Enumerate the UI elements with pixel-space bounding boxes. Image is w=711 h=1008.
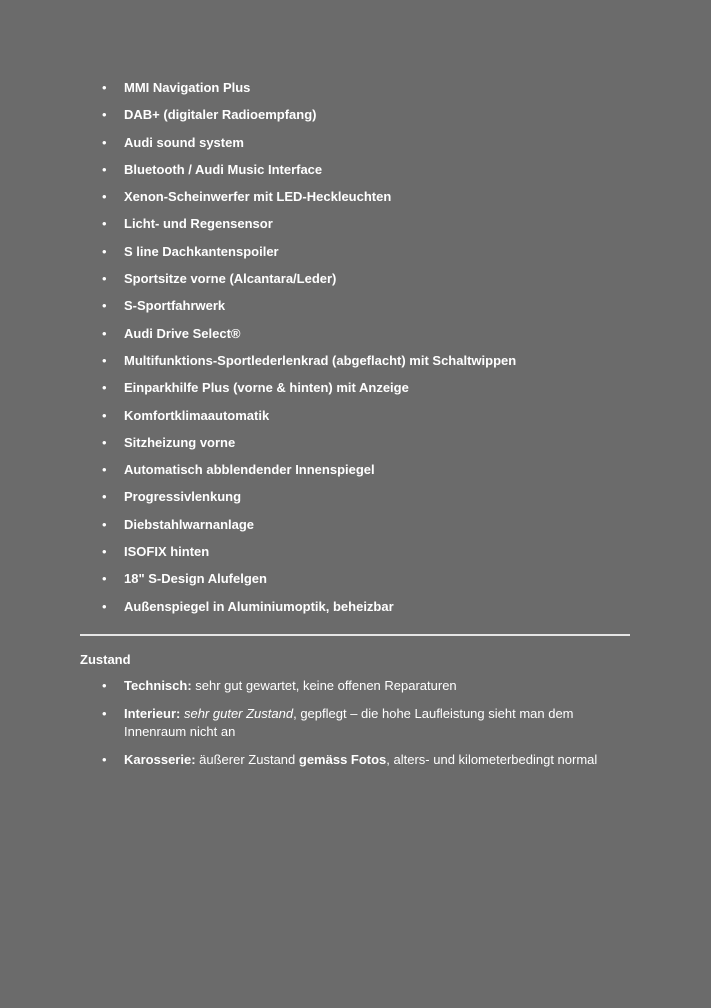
- bullet-icon: •: [102, 489, 107, 505]
- list-item: [0, 406, 711, 433]
- feature-text: Diebstahlwarnanlage: [124, 516, 255, 532]
- bullet-icon: •: [102, 407, 107, 423]
- bullet-icon: •: [102, 678, 107, 693]
- list-item: [0, 160, 711, 187]
- bullet-icon: •: [102, 571, 107, 587]
- list-item: [0, 487, 711, 514]
- feature-text: S line Dachkantenspoiler: [124, 243, 279, 259]
- bullet-icon: •: [102, 216, 107, 232]
- feature-text: Xenon-Scheinwerfer mit LED-Heckleuchten: [124, 189, 392, 205]
- bullet-icon: •: [102, 271, 107, 287]
- condition-bold-text: gemäss Fotos: [298, 752, 387, 767]
- section-title-zustand: Zustand: [80, 652, 131, 667]
- feature-text: Multifunktions-Sportlederlenkrad (abgeflacht) mit Schaltwippen: [124, 352, 517, 368]
- list-item: [0, 269, 711, 296]
- bullet-icon: •: [102, 462, 107, 478]
- bullet-icon: •: [102, 298, 107, 314]
- feature-text: Sportsitze vorne (Alcantara/Leder): [124, 271, 337, 287]
- bullet-icon: •: [102, 243, 107, 259]
- bullet-icon: •: [102, 352, 107, 368]
- feature-text: DAB+ (digitaler Radioempfang): [124, 107, 317, 123]
- list-item: [0, 242, 711, 269]
- feature-list: [0, 78, 711, 624]
- bullet-icon: •: [102, 325, 107, 341]
- condition-label: Technisch:: [124, 678, 192, 693]
- bullet-icon: •: [102, 516, 107, 532]
- list-item: [0, 542, 711, 569]
- bullet-icon: •: [102, 434, 107, 450]
- bullet-icon: •: [102, 544, 107, 560]
- condition-item-technisch: [0, 677, 711, 695]
- condition-text: äußerer Zustand: [195, 752, 299, 767]
- condition-item-karosserie: [0, 751, 711, 769]
- bullet-icon: •: [102, 107, 107, 123]
- list-item: [0, 187, 711, 214]
- list-item: [0, 351, 711, 378]
- bullet-icon: •: [102, 598, 107, 614]
- bullet-icon: •: [102, 706, 107, 721]
- list-item: [0, 378, 711, 405]
- bullet-icon: •: [102, 161, 107, 177]
- feature-text: Einparkhilfe Plus (vorne & hinten) mit Anzeige: [124, 380, 409, 396]
- list-item: [0, 324, 711, 351]
- condition-list: [0, 677, 711, 779]
- list-item: [0, 433, 711, 460]
- feature-text: Komfortklimaautomatik: [124, 407, 270, 423]
- list-item: [0, 133, 711, 160]
- bullet-icon: •: [102, 134, 107, 150]
- condition-item-interieur: [0, 705, 711, 741]
- feature-text: Audi Drive Select®: [124, 325, 241, 341]
- feature-text: MMI Navigation Plus: [124, 80, 251, 95]
- feature-text: 18" S-Design Alufelgen: [124, 571, 267, 587]
- bullet-icon: •: [102, 380, 107, 396]
- section-divider: [80, 634, 630, 636]
- condition-text: , gepflegt – die hohe Laufleistung sieht man dem Innenraum nicht an: [124, 706, 574, 739]
- feature-text: Audi sound system: [124, 134, 244, 150]
- feature-text: Licht- und Regensensor: [124, 216, 273, 232]
- bullet-icon: •: [102, 752, 107, 767]
- list-item: [0, 214, 711, 241]
- list-item: [0, 78, 711, 105]
- list-item: [0, 515, 711, 542]
- feature-text: Sitzheizung vorne: [124, 434, 236, 450]
- feature-text: Progressivlenkung: [124, 489, 242, 505]
- condition-text: , alters- und kilometerbedingt normal: [386, 752, 598, 767]
- list-item: [0, 569, 711, 596]
- condition-label: Interieur:: [124, 706, 181, 721]
- feature-text: S-Sportfahrwerk: [124, 298, 226, 314]
- list-item: [0, 597, 711, 624]
- condition-label: Karosserie:: [124, 752, 196, 767]
- condition-italic-text: sehr guter Zustand: [183, 706, 294, 721]
- feature-text: Bluetooth / Audi Music Interface: [124, 161, 323, 177]
- feature-text: Außenspiegel in Aluminiumoptik, beheizbar: [124, 598, 394, 614]
- list-item: [0, 296, 711, 323]
- bullet-icon: •: [102, 189, 107, 205]
- list-item: [0, 460, 711, 487]
- feature-text: ISOFIX hinten: [124, 544, 210, 560]
- feature-text: Automatisch abblendender Innenspiegel: [124, 462, 375, 478]
- condition-text: sehr gut gewartet, keine offenen Reparaturen: [191, 678, 457, 693]
- bullet-icon: •: [102, 80, 107, 95]
- list-item: [0, 105, 711, 132]
